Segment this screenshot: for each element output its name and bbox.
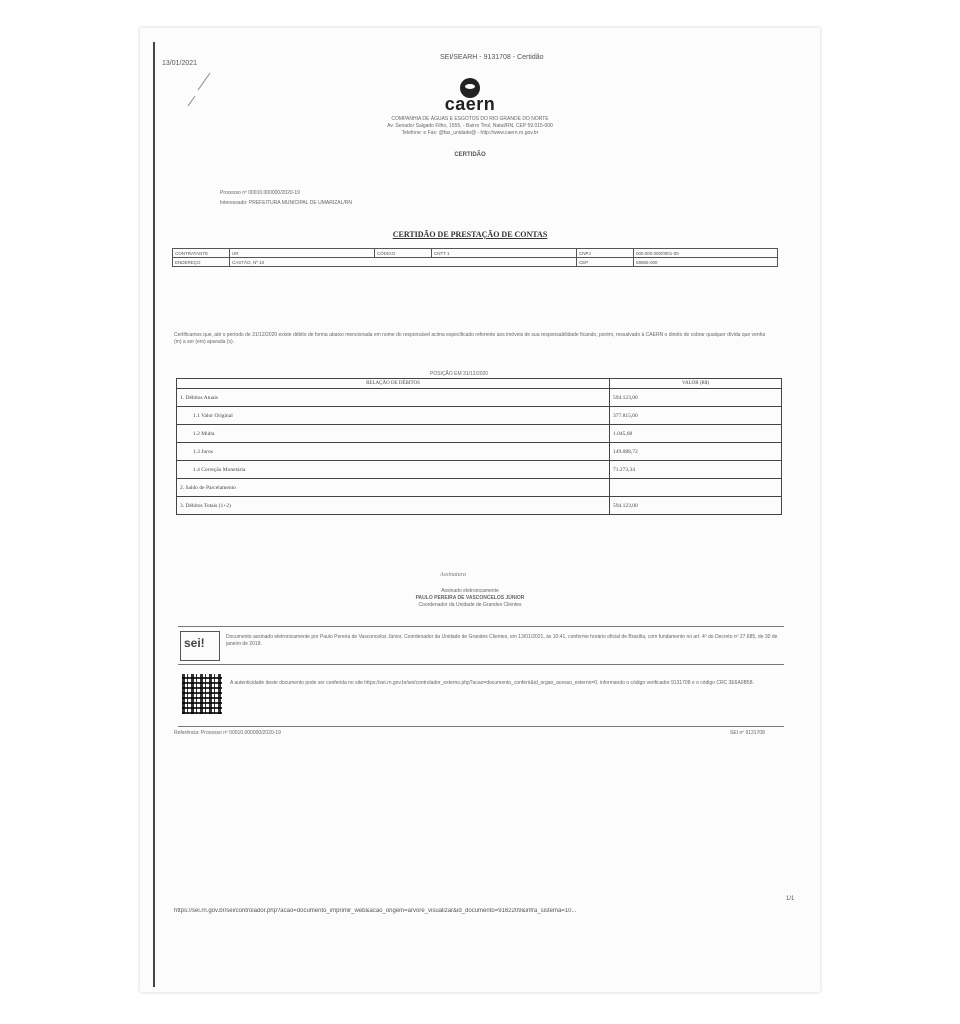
debt-value: 594.123,00 [610,497,782,515]
caern-logo-text: caern [444,94,496,114]
identification-row [173,249,778,258]
debt-label: 1.4 Correção Monetária [177,461,610,479]
interested-line: Interessado: PREFEITURA MUNICIPAL DE UMARIZAL/RN [220,200,352,206]
handwritten-signature: Assinatura [440,572,467,578]
debt-label: 1. Débitos Atuais [177,389,610,407]
ident-cell: 000.000.000/0001-00 [634,249,778,258]
page-number: 1/1 [786,896,795,902]
signature-caption: Assinado eletronicamente [441,588,499,594]
table-row [177,461,782,479]
debts-table [176,378,782,515]
ident-cell: CONTRATANTE [173,249,230,258]
document-heading: CERTIDÃO [454,152,486,158]
ident-cell: CÓDIGO [375,249,432,258]
ident-cell: UR [230,249,375,258]
signer-role: Coordenador da Unidade de Grandes Clientes [418,602,522,608]
document-reference: SEI/SEARH - 9131708 - Certidão [440,54,544,61]
binding-edge [153,42,155,987]
table-row [177,497,782,515]
identification-row [173,258,778,267]
print-date: 13/01/2021 [162,60,198,67]
debt-label: 2. Saldo de Parcelamento [177,479,610,497]
debt-value: 1.045,68 [610,425,782,443]
debt-value [610,479,782,497]
sei-logo-icon [180,631,220,661]
reference-right: SEI nº 9131708 [730,730,765,736]
column-header: RELAÇÃO DE DÉBITOS [177,379,610,389]
table-row [177,389,782,407]
footer-url: https://sei.rn.gov.br/sei/controlador.php?acao=documento_imprimir_web&acao_origem=arvore_visualizar&id_documento=9162209&infra_sistema=10... [174,908,577,914]
position-label: POSIÇÃO EM 31/12/2020 [430,371,489,377]
org-line: Telefone: e Fax: @fax_unidade@ - http://www.caern.rn.gov.br [401,130,539,136]
column-header: VALOR (R$) [610,379,782,389]
organization-header [340,116,600,137]
debt-value: 71.273,34 [610,461,782,479]
qr-code-icon [182,674,222,714]
table-row [177,425,782,443]
pen-mark [180,68,220,113]
divider [178,726,784,727]
ident-cell: CEP [577,258,634,267]
org-line: Av. Senador Salgado Filho, 1555, - Bairro Tirol, Natal/RN, CEP 59.015-000 [387,123,553,129]
table-row [177,407,782,425]
identification-table [172,248,778,267]
authenticity-notice: A autenticidade deste documento pode ser conferida no site https://sei.rn.gov.br/sei/controlador_externo.php?acao=documento_conferir&id_orgao_acesso_externo=0, informando o código verificador 9131708 e o código CRC 3E6A0B58. [230,680,754,686]
ident-cell: CASTÃO, Nº 10 [230,258,577,267]
org-line: COMPANHIA DE ÁGUAS E ESGOTOS DO RIO GRANDE DO NORTE [391,116,549,122]
signer-name: PAULO PEREIRA DE VASCONCELOS JÚNIOR [415,595,525,601]
ident-cell: ENDEREÇO [173,258,230,267]
table-row [177,443,782,461]
divider [178,626,784,627]
debt-value: 377.815,00 [610,407,782,425]
debt-label: 1.1 Valor Original [177,407,610,425]
ident-cell: 59865-000 [634,258,778,267]
certificate-body-text: Certificamos que, até o período de 31/12/2020 existe débito de forma abaixo mencionada em nome do responsável acima especificado referente aos imóveis de sua responsabilidade ficando, porém, ressalvado à CAERN o direito de cobrar qualquer dívida que venha (m) a ser (em) apurada (s). [174,332,766,345]
certificate-title: CERTIDÃO DE PRESTAÇÃO DE CONTAS [392,230,548,239]
debt-value: 594.123,00 [610,389,782,407]
divider [178,664,784,665]
signature-notice: Documento assinado eletronicamente por Paulo Pereira de Vasconcelos Júnior, Coordenador da Unidade de Grandes Clientes, em 13/01/2021, às 10:41, conforme horário oficial de Brasília, com fundamento no art. 4º do Decreto nº 27.685, de 30 de janeiro de 2018. [226,634,778,647]
sei-logo-text: sei! [184,636,205,650]
table-row [177,479,782,497]
debt-value: 149.088,72 [610,443,782,461]
process-line: Processo nº 00010.000000/2020-19 [220,190,300,196]
reference-left: Referência: Processo nº 00010.000000/2020-19 [174,730,281,736]
debt-label: 1.2 Multa [177,425,610,443]
document-page [140,28,820,992]
debt-label: 3. Débitos Totais (1+2) [177,497,610,515]
ident-cell: CNPJ [577,249,634,258]
debts-header-row [177,379,782,389]
ident-cell: CNTT 1 [432,249,577,258]
signature-block [340,588,600,609]
debt-label: 1.3 Juros [177,443,610,461]
